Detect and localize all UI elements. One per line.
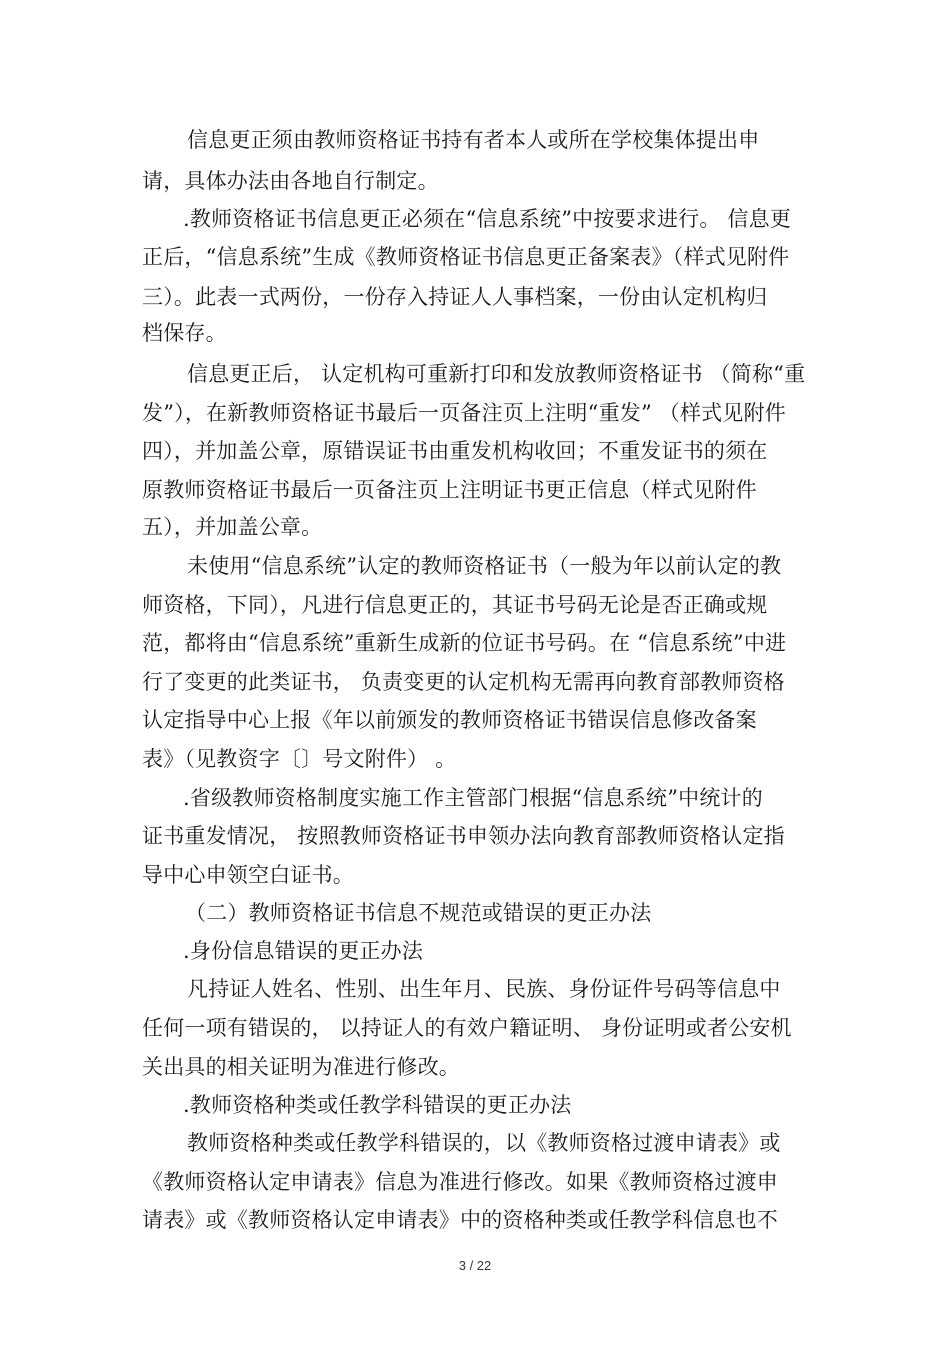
text-line: 请，具体办法由各地自行制定。	[142, 169, 439, 193]
text-line: 请表》或《教师资格认定申请表》中的资格种类或任教学科信息也不	[142, 1208, 778, 1232]
text-line: 四），并加盖公章，原错误证书由重发机构收回；不重发证书的须在	[142, 439, 768, 463]
section-heading: （二）教师资格证书信息不规范或错误的更正办法	[185, 901, 652, 925]
text-line: .教师资格证书信息更正必须在“信息系统”中按要求进行。 信息更	[183, 207, 792, 231]
text-line: 原教师资格证书最后一页备注页上注明证书更正信息（样式见附件	[142, 478, 757, 502]
text-line: 关出具的相关证明为准进行修改。	[142, 1055, 460, 1079]
text-line: 发”），在新教师资格证书最后一页备注页上注明“重发” （样式见附件	[142, 401, 786, 425]
text-line: 信息更正须由教师资格证书持有者本人或所在学校集体提出申	[187, 128, 760, 152]
text-line: 证书重发情况， 按照教师资格证书申领办法向教育部教师资格认定指	[142, 824, 785, 848]
text-line: 认定指导中心上报《年以前颁发的教师资格证书错误信息修改备案	[142, 708, 757, 732]
text-line: 未使用“信息系统”认定的教师资格证书（一般为年以前认定的教	[187, 554, 782, 578]
text-line: 任何一项有错误的， 以持证人的有效户籍证明、 身份证明或者公安机	[142, 1016, 792, 1040]
text-line: 信息更正后， 认定机构可重新打印和发放教师资格证书 （简称“重	[187, 362, 806, 386]
text-line: 表》（见教资字〔〕号文附件） 。	[142, 747, 457, 771]
text-line: 范，都将由“信息系统”重新生成新的位证书号码。在 “信息系统”中进	[142, 631, 787, 655]
page-number: 3 / 22	[458, 1258, 492, 1273]
text-line: 凡持证人姓名、性别、出生年月、民族、身份证件号码等信息中	[187, 977, 781, 1001]
text-line: 教师资格种类或任教学科错误的，以《教师资格过渡申请表》或	[187, 1131, 781, 1155]
text-line: 行了变更的此类证书， 负责变更的认定机构无需再向教育部教师资格	[142, 670, 785, 694]
text-line: 导中心申领空白证书。	[142, 863, 354, 887]
text-line: .省级教师资格制度实施工作主管部门根据“信息系统”中统计的	[183, 786, 763, 810]
text-line: 五），并加盖公章。	[142, 515, 323, 539]
subsection-heading: .身份信息错误的更正办法	[183, 939, 424, 963]
text-line: 正后，“信息系统”生成《教师资格证书信息更正备案表》（样式见附件	[142, 245, 790, 269]
text-line: 三）。此表一式两份，一份存入持证人人事档案，一份由认定机构归	[142, 285, 768, 309]
text-line: 档保存。	[142, 321, 227, 345]
text-line: 师资格，下同），凡进行信息更正的，其证书号码无论是否正确或规	[142, 593, 768, 617]
subsection-heading: .教师资格种类或任教学科错误的更正办法	[183, 1093, 572, 1117]
text-line: 《教师资格认定申请表》信息为准进行修改。如果《教师资格过渡申	[142, 1170, 778, 1194]
